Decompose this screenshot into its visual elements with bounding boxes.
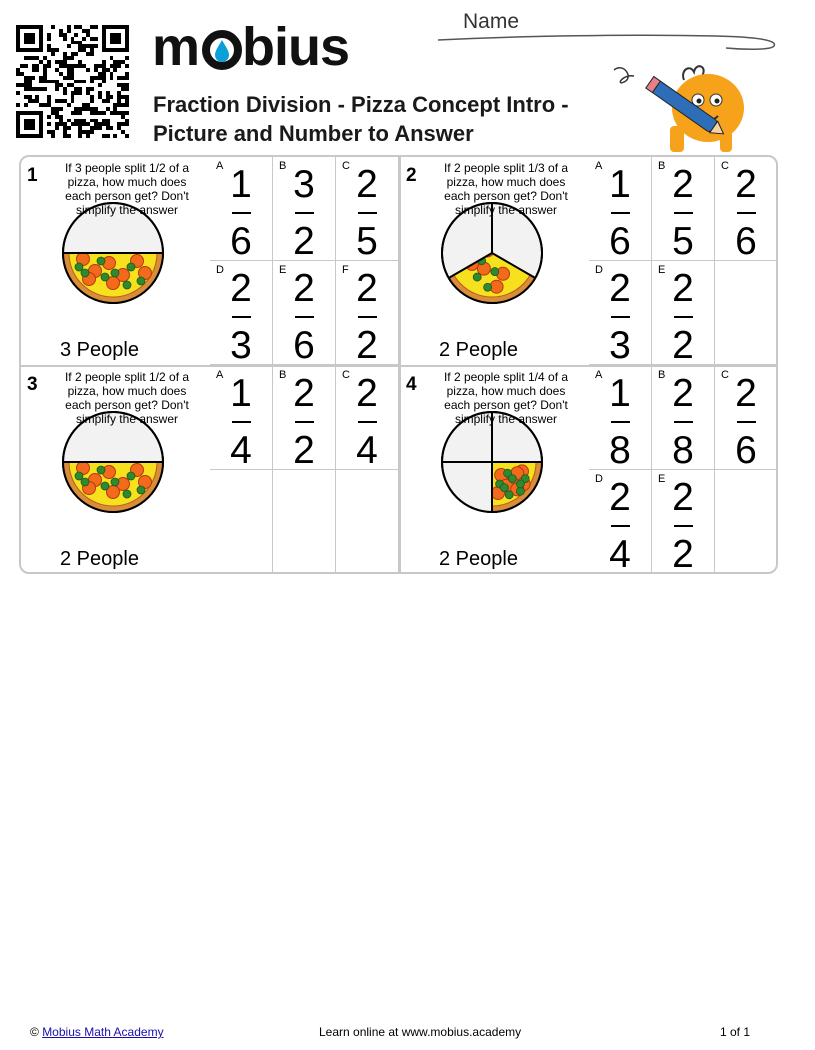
- fraction: [666, 163, 700, 264]
- people-label: 2 People: [439, 548, 518, 570]
- answer-choice-f[interactable]: [336, 261, 399, 365]
- choice-letter: A: [216, 369, 224, 381]
- empty-answer-cell: [715, 261, 778, 365]
- fraction-numerator: 2: [672, 267, 694, 310]
- fraction-numerator: 2: [672, 372, 694, 415]
- answer-choice-c[interactable]: [336, 157, 399, 261]
- empty-answer-cell: [273, 470, 336, 574]
- fraction: [603, 267, 637, 368]
- people-label: 3 People: [60, 339, 139, 361]
- fraction-numerator: 2: [356, 267, 378, 310]
- fraction: [350, 163, 384, 264]
- answer-choice-c[interactable]: [715, 157, 778, 261]
- fraction-numerator: 2: [609, 476, 631, 519]
- answer-choice-d[interactable]: [210, 261, 273, 365]
- answer-choice-d[interactable]: [589, 261, 652, 365]
- mobius-academy-link[interactable]: Mobius Math Academy: [42, 1025, 164, 1039]
- fraction: [603, 372, 637, 473]
- answer-choice-a[interactable]: [210, 366, 273, 470]
- logo-wordmark: [152, 19, 357, 75]
- fraction-denominator: 2: [672, 533, 694, 576]
- fraction-denominator: 2: [293, 220, 315, 263]
- fraction: [287, 372, 321, 473]
- choice-letter: B: [658, 160, 666, 172]
- choice-letter: D: [595, 264, 603, 276]
- fraction-bar: [674, 212, 693, 214]
- fraction-numerator: 2: [672, 163, 694, 206]
- question-number: 3: [27, 374, 38, 395]
- answer-choice-a[interactable]: [210, 157, 273, 261]
- fraction-numerator: 2: [230, 267, 252, 310]
- choice-letter: B: [279, 369, 287, 381]
- page-number: 1 of 1: [720, 1025, 751, 1039]
- fraction-bar: [232, 421, 251, 423]
- fraction-denominator: 4: [230, 429, 252, 472]
- fraction: [350, 372, 384, 473]
- fraction-bar: [611, 421, 630, 423]
- fraction-bar: [232, 316, 251, 318]
- fraction-numerator: 2: [672, 476, 694, 519]
- question-text: If 3 people split 1/2 of a pizza, how much does each person get? Don't simplify the answer: [64, 161, 190, 217]
- answer-choice-a[interactable]: [589, 366, 652, 470]
- choice-letter: D: [216, 264, 224, 276]
- fraction-bar: [295, 212, 314, 214]
- problem-2: [400, 157, 589, 366]
- fraction-numerator: 1: [609, 163, 631, 206]
- fraction-bar: [232, 212, 251, 214]
- fraction-denominator: 5: [356, 220, 378, 263]
- fraction: [666, 372, 700, 473]
- fraction-numerator: 1: [230, 163, 252, 206]
- answer-choice-b[interactable]: [652, 157, 715, 261]
- fraction-bar: [611, 316, 630, 318]
- problem-1: [21, 157, 210, 366]
- choice-letter: E: [658, 473, 666, 485]
- fraction-bar: [611, 212, 630, 214]
- answer-choice-a[interactable]: [589, 157, 652, 261]
- fraction-numerator: 2: [735, 163, 757, 206]
- fraction-bar: [358, 421, 377, 423]
- fraction-numerator: 2: [293, 372, 315, 415]
- fraction-numerator: 2: [356, 372, 378, 415]
- fraction-numerator: 2: [609, 267, 631, 310]
- fraction: [287, 267, 321, 368]
- fraction-denominator: 6: [735, 220, 757, 263]
- question-text: If 2 people split 1/4 of a pizza, how much does each person get? Don't simplify the answer: [443, 370, 569, 426]
- fraction-denominator: 6: [230, 220, 252, 263]
- choice-letter: E: [279, 264, 287, 276]
- pizza-picture: [440, 410, 544, 519]
- fraction-denominator: 6: [609, 220, 631, 263]
- people-label: 2 People: [60, 548, 139, 570]
- fraction: [603, 163, 637, 264]
- empty-answer-cell: [336, 470, 399, 574]
- pizza-picture: [440, 201, 544, 310]
- fraction-numerator: 3: [293, 163, 315, 206]
- answer-choice-b[interactable]: [652, 366, 715, 470]
- fraction-bar: [674, 421, 693, 423]
- choice-letter: D: [595, 473, 603, 485]
- mascot-pencil-icon: [612, 56, 762, 161]
- answer-choice-e[interactable]: [652, 470, 715, 574]
- fraction-numerator: 1: [609, 372, 631, 415]
- fraction-bar: [295, 316, 314, 318]
- copyright-symbol: ©: [30, 1025, 39, 1039]
- answer-choice-e[interactable]: [652, 261, 715, 365]
- fraction: [224, 163, 258, 264]
- choice-letter: C: [721, 160, 729, 172]
- fraction-denominator: 8: [672, 429, 694, 472]
- fraction: [224, 372, 258, 473]
- people-label: 2 People: [439, 339, 518, 361]
- choice-letter: A: [216, 160, 224, 172]
- fraction-denominator: 2: [293, 429, 315, 472]
- problem-4: [400, 366, 589, 575]
- fraction-denominator: 6: [293, 324, 315, 367]
- answer-choice-c[interactable]: [715, 366, 778, 470]
- fraction-bar: [674, 316, 693, 318]
- pizza-picture: [61, 201, 165, 310]
- choice-letter: C: [342, 160, 350, 172]
- fraction: [729, 372, 763, 473]
- answer-choice-b[interactable]: [273, 157, 336, 261]
- fraction: [729, 163, 763, 264]
- choice-letter: B: [658, 369, 666, 381]
- fraction-bar: [611, 525, 630, 527]
- choice-letter: A: [595, 160, 603, 172]
- choice-letter: A: [595, 369, 603, 381]
- fraction-numerator: 2: [293, 267, 315, 310]
- fraction-denominator: 8: [609, 429, 631, 472]
- fraction-bar: [358, 316, 377, 318]
- pizza-picture: [61, 410, 165, 519]
- choice-letter: E: [658, 264, 666, 276]
- fraction-bar: [737, 212, 756, 214]
- choice-letter: C: [721, 369, 729, 381]
- fraction: [666, 476, 700, 577]
- choice-letter: C: [342, 369, 350, 381]
- fraction-denominator: 4: [609, 533, 631, 576]
- qr-code: [16, 25, 129, 138]
- answer-choice-d[interactable]: [589, 470, 652, 574]
- fraction-bar: [737, 421, 756, 423]
- footer-center-text: Learn online at www.mobius.academy: [319, 1025, 522, 1039]
- fraction-numerator: 2: [735, 372, 757, 415]
- fraction: [603, 476, 637, 577]
- fraction: [287, 163, 321, 264]
- fraction-numerator: 2: [356, 163, 378, 206]
- fraction-bar: [674, 525, 693, 527]
- fraction-denominator: 2: [672, 324, 694, 367]
- fraction-bar: [358, 212, 377, 214]
- question-number: 1: [27, 165, 38, 186]
- mobius-logo: [152, 19, 357, 84]
- fraction-numerator: 1: [230, 372, 252, 415]
- fraction-denominator: 2: [356, 324, 378, 367]
- answer-choice-e[interactable]: [273, 261, 336, 365]
- fraction-denominator: 6: [735, 429, 757, 472]
- choice-letter: B: [279, 160, 287, 172]
- answer-choice-b[interactable]: [273, 366, 336, 470]
- question-text: If 2 people split 1/3 of a pizza, how much does each person get? Don't simplify the answer: [443, 161, 569, 217]
- svg-text:bius: bius: [242, 19, 350, 75]
- fraction-denominator: 5: [672, 220, 694, 263]
- svg-text:m: m: [152, 19, 200, 75]
- fraction-bar: [295, 421, 314, 423]
- question-number: 2: [406, 165, 417, 186]
- problem-3: [21, 366, 210, 575]
- answer-choice-c[interactable]: [336, 366, 399, 470]
- worksheet-title: Fraction Division - Pizza Concept Intro - Picture and Number to Answer: [153, 92, 569, 146]
- fraction: [224, 267, 258, 368]
- question-text: If 2 people split 1/2 of a pizza, how much does each person get? Don't simplify the answer: [64, 370, 190, 426]
- empty-answer-cell: [715, 470, 778, 574]
- question-number: 4: [406, 374, 417, 395]
- fraction-denominator: 3: [609, 324, 631, 367]
- fraction-denominator: 4: [356, 429, 378, 472]
- fraction-denominator: 3: [230, 324, 252, 367]
- fraction: [666, 267, 700, 368]
- choice-letter: F: [342, 264, 349, 276]
- fraction: [350, 267, 384, 368]
- name-label: Name: [463, 10, 520, 33]
- empty-answer-cell: [210, 470, 273, 574]
- footer-copyright: [30, 1025, 164, 1039]
